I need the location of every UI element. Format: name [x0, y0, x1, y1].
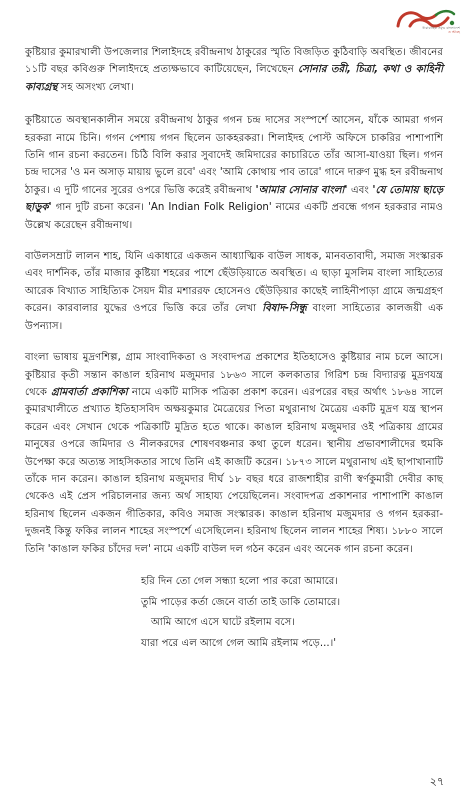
text-run: এবং	[347, 184, 373, 196]
paragraph-harinath	[25, 349, 443, 558]
song-line-1: হরি দিন তো গেল সন্ধ্যা হলো পার করো আমারে।	[141, 575, 339, 587]
book-titles: সোনার তরী, চিত্রা, কথা ও কাহিনী কাব্যগ্রন্থ	[25, 64, 443, 93]
song-title-je-tomay: 'যে তোমায় ছাড়ে ছাড়ুক'	[25, 184, 443, 214]
text-run: কুষ্টিয়ার কুমারখালী উপজেলার শিলাইদহে রবীন্দ্রনাথ ঠাকুরের স্মৃতি বিজড়িত কুঠিবাড়ি অবস্থিত। জীবনের ১১টি বছর কবিগুরু শিলাইদহে প্রত্যক্ষভাবে কাটিয়েছেন, লিখেছেন	[25, 47, 443, 76]
paragraph-shilaidaha	[25, 44, 443, 96]
novel-title: বিষাদ-সিন্ধু	[262, 303, 307, 315]
song-title-amar-sonar-bangla: 'আমার সোনার বাংলা'	[255, 184, 348, 196]
page-number: ২৭	[429, 775, 444, 788]
song-line-4: যারা পরে এল আগে গেল আমি রইলাম পড়ে...।'	[141, 637, 337, 649]
text-run: সহ অসংখ্য লেখা।	[57, 81, 134, 93]
logo-tagline: ধারাবাহিক সমৃদ্ধ বাংলাদেশ	[422, 26, 460, 30]
song-quote	[25, 572, 443, 654]
article-body	[25, 44, 443, 654]
text-run: বাংলা সাহিত্যের কালজয়ী এক উপন্যাস।	[25, 303, 443, 332]
logo-subtitle: ও আবহ	[448, 30, 460, 35]
text-run: কুষ্টিয়াতে অবস্থানকালীন সময়ে রবীন্দ্রনাথ ঠাকুর গগন চন্দ্র দাসের সংস্পর্শে আসেন, যাঁকে আমরা গগন হরকরা নামে চিনি। গগন পেশায় গগন ছিলেন ডাকহরকরা। শিলাইদহ পোস্ট অফিসে চাকরির পাশাপাশি তিনি গান রচনা করতেন। চিঠি বিলি করার সুবাদেই জমিদারের কাচারিতে তাঁর আসা-যাওয়া ছিল। গগন চন্দ্র দাসের 'ও মন অসাড় মায়ায় ভুলে রবে' এবং 'আমি কোথায় পাব তারে' গানে দারুণ মুগ্ধ হন রবীন্দ্রনাথ ঠাকুর। এ দুটি গানের সুরের ওপরে ভিত্তি করেই রবীন্দ্রনাথ	[25, 115, 443, 196]
song-line-2: তুমি পাড়ের কর্তা জেনে বার্তা তাই ডাকি তোমারে।	[141, 596, 341, 608]
song-line-3: আমি আগে এসে ঘাটে রইলাম বসে।	[151, 617, 296, 629]
paragraph-gagan-harkara	[25, 112, 443, 234]
paragraph-lalon-shah	[25, 248, 443, 335]
text-run: গান দুটি রচনা করেন। 'An Indian Folk Religion' নামের একটি প্রবন্ধে গগন হরকরার নামও উল্লেখ করেছেন রবীন্দ্রনাথ।	[25, 202, 443, 231]
magazine-title: গ্রামবার্তা প্রকাশিকা	[51, 386, 128, 398]
text-run: বাংলা ভাষায় মুদ্রণশিল্প, গ্রাম সাংবাদিকতা ও সংবাদপত্র প্রকাশের ইতিহাসেও কুষ্টিয়ার নাম চলে আসে। কুষ্টিয়ার কৃতী সন্তান কাঙাল হরিনাথ মজুমদার ১৮৬৩ সালে কলকাতার গিরিশ চন্দ্র বিদ্যারত্ন মুদ্রণযন্ত্র থেকে	[25, 352, 443, 398]
text-run: নামে একটি মাসিক পত্রিকা প্রকাশ করেন। এরপরের বছর অর্থাৎ ১৮৬৪ সালে কুমারখালীতে প্রখ্যাত ইতিহাসবিদ অক্ষয়কুমার মৈত্রেয়ের পিতা মথুরানাথ মৈত্রেয় একটি মুদ্রণ যন্ত্র স্থাপন করেন এবং সেখান থেকে পত্রিকাটি মুদ্রিত হতে থাকে। কাঙাল হরিনাথ মজুমদার ওই পত্রিকায় গ্রামের মানুষের ওপরে জমিদার ও নীলকরদের শোষণবঞ্চনার কথা তুলে ধরেন। স্থানীয় প্রভাবশালীদের হুমকি উপেক্ষা করে অত্যন্ত সাহসিকতার সাথে তিনি এই কাজটি করেন। ১৮৭৩ সালে মথুরানাথ এই ছাপাখানাটি তাঁকে দান করেন। কাঙাল হরিনাথ মজুমদার দীর্ঘ ১৮ বছর ধরে রাজশাহীর রাণী স্বর্ণকুমারী দেবীর কাছ থেকেও এই প্রেস পরিচালনার জন্য অর্থ সাহায্য পেয়েছিলেন। সংবাদপত্র প্রকাশনার পাশাপাশি কাঙাল হরিনাথ ছিলেন একজন গীতিকার, কবিও সমাজ সংস্কারক। কাঙাল হরিনাথ মজুমদার ও গগন হরকরা-দুজনই কিন্তু ফকির লালন শাহের সংস্পর্শে এসেছিলেন। হরিনাথ ছিলেন লালন শাহের শিষ্য। ১৮৮০ সালে তিনি 'কাঙাল ফকির চাঁদের দল' নামে একটি বাউল দল গঠন করেন এবং অনেক গান রচনা করেন।	[25, 386, 443, 555]
text-run: বাউলসম্রাট লালন শাহ, যিনি একাধারে একজন আধ্যাত্মিক বাউল সাধক, মানবতাবাদী, সমাজ সংস্কারক এবং দার্শনিক, তাঁর মাজার কুষ্টিয়া শহরের পাশে ছেঁউড়িয়াতে অবস্থিত। এ ছাড়া মুসলিম বাংলা সাহিত্যের আরেক বিখ্যাত সাহিত্যিক সৈয়দ মীর মশাররফ হোসেনও ছেঁউড়িয়ার কাছেই লাহিনীপাড়া গ্রামে জন্মগ্রহণ করেন। কারবালার যুদ্ধের ওপরে ভিত্তি করে তাঁর লেখা	[25, 251, 443, 315]
logo-caption	[388, 26, 460, 35]
